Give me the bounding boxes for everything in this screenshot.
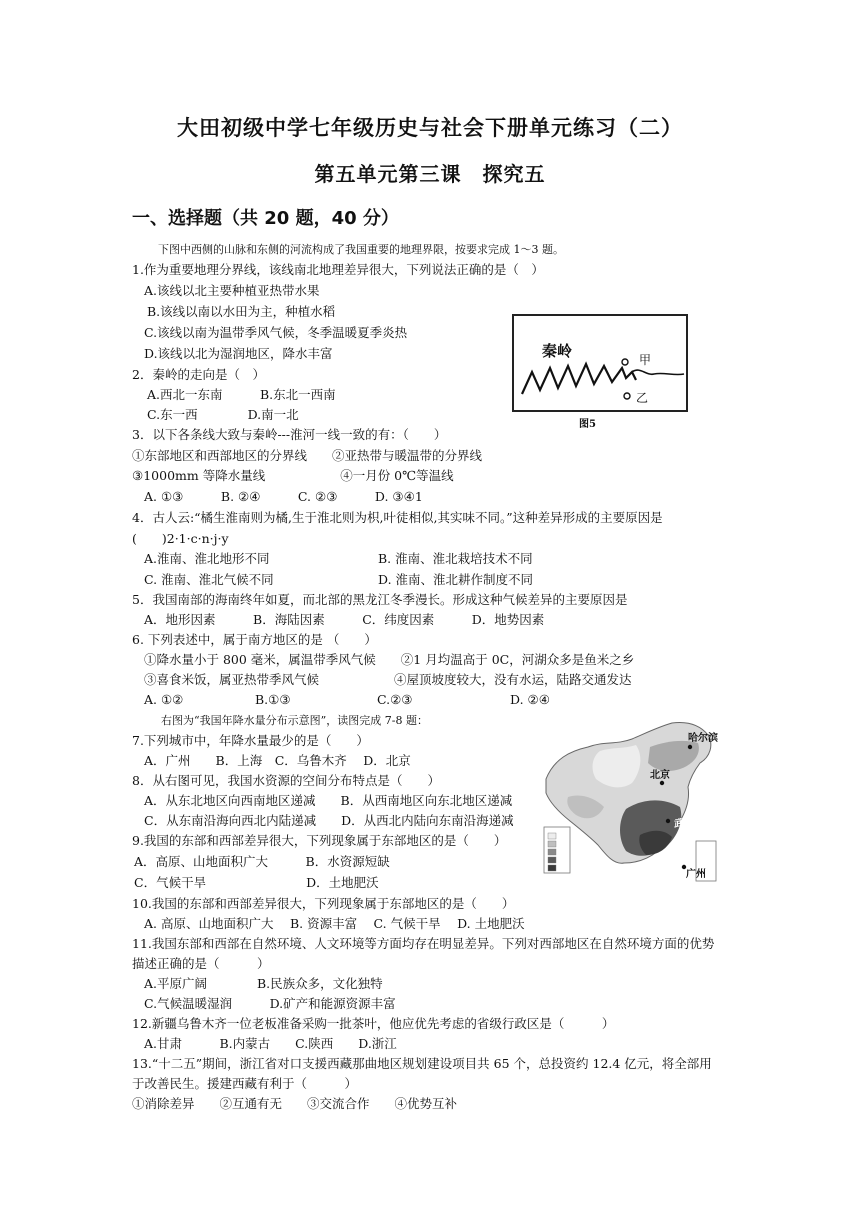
mountain-label: 秦岭 (542, 342, 573, 360)
q9-options-ab: A．高原、山地面积广大 B．水资源短缺 (134, 854, 390, 869)
question-3: 3．以下各条线大致与秦岭---淮河一线一致的有：（ ） (132, 427, 447, 442)
q3-statements-34: ③1000mm 等降水量线 ④一月份 0℃等温线 (132, 468, 454, 483)
q11-options-ab: A.平原广阔 B.民族众多，文化独特 (144, 976, 383, 991)
q1-option-c: C.该线以南为温带季风气候，冬季温暖夏季炎热 (144, 325, 408, 340)
river-line (632, 370, 684, 375)
page-title: 大田初级中学七年级历史与社会下册单元练习（二） (177, 116, 683, 140)
q6-statements-12: ①降水量小于 800 毫米，属温带季风气候 ②1 月均温高于 0C，河湖众多是鱼米之乡 (144, 652, 635, 667)
china-map-image (540, 717, 720, 885)
q4-option-c: C. 淮南、淮北气候不同 (144, 572, 274, 587)
question-13-cont: 于改善民生。援建西藏有利于（ ） (132, 1076, 358, 1091)
point-a-label: 甲 (639, 353, 652, 367)
figure-caption: 图5 (579, 419, 596, 430)
question-9: 9.我国的东部和西部差异很大，下列现象属于东部地区的是（ ） (132, 833, 507, 848)
q6-option-b: B.①③ (255, 692, 291, 707)
instruction-text: 下图中西侧的山脉和东侧的河流构成了我国重要的地理界限，按要求完成 1～3 题。 (158, 243, 564, 256)
question-4: 4．古人云:“橘生淮南则为橘,生于淮北则为枳,叶徒相似,其实味不同。”这种差异形成的主要原因是 (132, 510, 663, 525)
q9-options-cd: C．气候干旱 D．土地肥沃 (134, 875, 379, 890)
q1-option-b: B.该线以南以水田为主，种植水稻 (147, 304, 336, 319)
q11-options-cd: C.气候温暖湿润 D.矿产和能源资源丰富 (144, 996, 396, 1011)
q6-statements-34: ③喜食米饭，属亚热带季风气候 ④屋顶坡度较大，没有水运，陆路交通发达 (144, 672, 632, 687)
instruction-text-2: 右图为“我国年降水量分布示意图”，读图完成 7-8 题： (161, 714, 428, 727)
q4-option-a: A.淮南、淮北地形不同 (144, 551, 270, 566)
question-8: 8．从右图可见，我国水资源的空间分布特点是（ ） (132, 773, 440, 788)
city-label-harbin: 哈尔滨 (688, 733, 718, 744)
q2-options-cd: C.东一西 D.南一北 (147, 407, 299, 422)
mountain-range-line (522, 364, 636, 394)
q3-options: A. ①③ B. ②④ C. ②③ D. ③④1 (144, 489, 423, 504)
q6-option-a: A. ①② (144, 692, 184, 707)
q10-options: A. 高原、山地面积广大 B. 资源丰富 C. 气候干旱 D. 土地肥沃 (144, 916, 525, 931)
precipitation-map (540, 717, 720, 885)
q8-options-ab: A．从东北地区向西南地区递减 B．从西南地区向东北地区递减 (144, 793, 513, 808)
q4-option-d: D. 淮南、淮北耕作制度不同 (378, 572, 534, 587)
q13-statements: ①消除差异 ②互通有无 ③交流合作 ④优势互补 (132, 1096, 458, 1111)
q2-options-ab: A.西北一东南 B.东北一西南 (147, 387, 336, 402)
question-2: 2．秦岭的走向是（ ） (132, 367, 265, 382)
question-10: 10.我国的东部和西部差异很大，下列现象属于东部地区的是（ ） (132, 896, 515, 911)
page-subtitle: 第五单元第三课 探究五 (314, 162, 546, 186)
city-label-guangzhou: 广州 (686, 869, 706, 880)
question-1: 1.作为重要地理分界线，该线南北地理差异很大，下列说法正确的是（ ） (132, 262, 544, 277)
city-label-wuhan: 武汉 (674, 819, 694, 830)
question-13: 13.“十二五”期间，浙江省对口支援西藏那曲地区规划建设项目共 65 个，总投资约 12.4 亿元，将全部用 (132, 1056, 712, 1071)
qinling-sketch (514, 316, 686, 410)
q12-options: A.甘肃 B.内蒙古 C.陕西 D.浙江 (144, 1036, 397, 1051)
dry-northwest-region (593, 745, 641, 787)
q8-options-cd: C．从东南沿海向西北内陆递减 D．从西北内陆向东南沿海递减 (144, 813, 514, 828)
harbin-marker (688, 745, 692, 749)
point-b-marker (624, 393, 630, 399)
q4-bracket: ( )2·1·c·n·j·y (132, 531, 229, 546)
question-11: 11.我国东部和西部在自然环境、人文环境等方面均存在明显差异。下列对西部地区在自然环境方面的优势 (132, 936, 715, 951)
beijing-marker (660, 781, 664, 785)
city-label-beijing: 北京 (650, 770, 670, 781)
q1-option-a: A.该线以北主要种植亚热带水果 (144, 283, 320, 298)
section-heading: 一、选择题（共 20 题，40 分） (132, 208, 399, 229)
wuhan-marker (666, 819, 670, 823)
q6-option-c: C.②③ (377, 692, 413, 707)
q3-statements-12: ①东部地区和西部地区的分界线 ②亚热带与暖温带的分界线 (132, 448, 483, 463)
q6-option-d: D. ②④ (510, 692, 550, 707)
point-b-label: 乙 (636, 391, 649, 405)
point-a-marker (622, 359, 628, 365)
question-6: 6. 下列表述中，属于南方地区的是 （ ） (132, 632, 377, 647)
q5-options: A．地形因素 B．海陆因素 C．纬度因素 D．地势因素 (144, 612, 545, 627)
question-7: 7.下列城市中，年降水量最少的是（ ） (132, 733, 369, 748)
q7-options: A．广州 B．上海 C．乌鲁木齐 D．北京 (144, 753, 411, 768)
question-5: 5．我国南部的海南终年如夏，而北部的黑龙江冬季漫长。形成这种气候差异的主要原因是 (132, 592, 628, 607)
question-12: 12.新疆乌鲁木齐一位老板准备采购一批茶叶，他应优先考虑的省级行政区是（ ） (132, 1016, 615, 1031)
q1-option-d: D.该线以北为湿润地区，降水丰富 (144, 346, 333, 361)
question-11-cont: 描述正确的是（ ） (132, 956, 270, 971)
q4-option-b: B. 淮南、淮北栽培技术不同 (378, 551, 533, 566)
qinling-figure (512, 314, 688, 412)
